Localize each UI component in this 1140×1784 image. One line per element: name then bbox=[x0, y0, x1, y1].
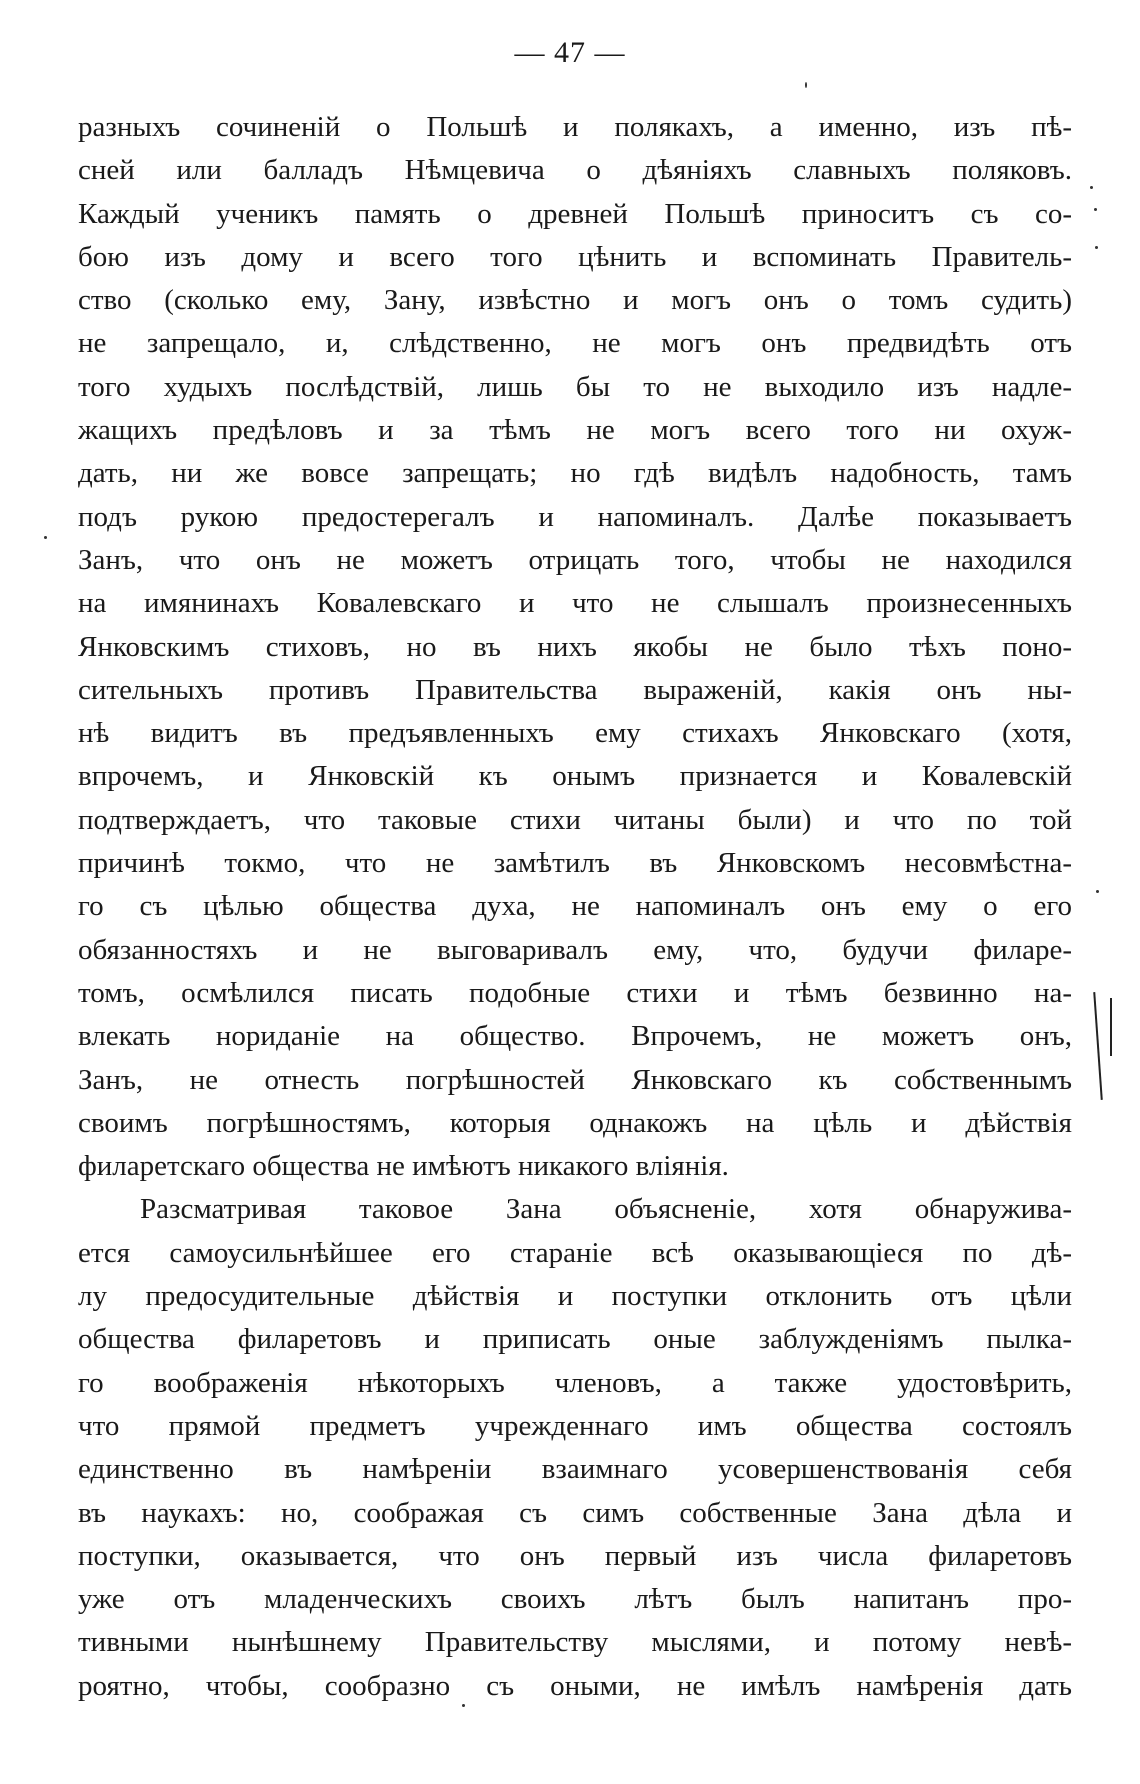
paragraph-2 bbox=[78, 1188, 1072, 1708]
text-line: того худыхъ послѣдствій, лишь бы то не выходило изъ надле- bbox=[78, 370, 1072, 403]
text-line: го съ цѣлью общества духа, не напоминалъ онъ ему о его bbox=[78, 890, 1072, 923]
speck bbox=[44, 536, 47, 539]
text-line: уже отъ младенческихъ своихъ лѣтъ былъ напитанъ про- bbox=[78, 1583, 1072, 1616]
text-line: лу предосудительные дѣйствія и поступки отклонить отъ цѣли bbox=[78, 1280, 1072, 1313]
margin-mark-right bbox=[1110, 998, 1112, 1056]
speck bbox=[1090, 186, 1093, 189]
text-line: ство (сколько ему, Зану, извѣстно и могъ онъ о томъ судить) bbox=[78, 284, 1072, 317]
text-line: обязанностяхъ и не выговаривалъ ему, что, будучи филаре- bbox=[78, 933, 1072, 966]
body-text bbox=[78, 106, 1072, 1708]
page-number: — 47 — bbox=[514, 36, 626, 69]
text-line: роятно, чтобы, сообразно съ оными, не имѣлъ намѣренія дать bbox=[78, 1669, 1072, 1702]
text-line: бою изъ дому и всего того цѣнить и вспоминать Правитель- bbox=[78, 240, 1072, 273]
text-line: Занъ, не отнесть погрѣшностей Янковскаго къ собственнымъ bbox=[78, 1063, 1072, 1096]
text-line: разныхъ сочиненій о Польшѣ и полякахъ, а именно, изъ пѣ- bbox=[78, 111, 1072, 143]
text-line: го воображенія нѣкоторыхъ членовъ, а также удостовѣрить, bbox=[78, 1366, 1072, 1399]
text-line: Занъ, что онъ не можетъ отрицать того, чтобы не находился bbox=[78, 543, 1072, 576]
text-line: въ наукахъ: но, соображая съ симъ собственные Зана дѣла и bbox=[78, 1496, 1072, 1529]
text-line: впрочемъ, и Янковскій къ онымъ признается и Ковалевскій bbox=[78, 760, 1072, 793]
text-line: Каждый ученикъ память о древней Польшѣ приноситъ съ со- bbox=[78, 197, 1072, 230]
margin-mark-left bbox=[1093, 992, 1103, 1100]
text-line: влекать нориданіе на общество. Впрочемъ, не можетъ онъ, bbox=[78, 1020, 1072, 1053]
text-line: на имянинахъ Ковалевскаго и что не слышалъ произнесенныхъ bbox=[78, 587, 1072, 620]
speck bbox=[1095, 246, 1098, 249]
text-line: общества филаретовъ и приписать оные заблужденіямъ пылка- bbox=[78, 1323, 1072, 1356]
speck bbox=[805, 82, 807, 88]
text-line: поступки, оказывается, что онъ первый изъ числа филаретовъ bbox=[78, 1539, 1072, 1572]
text-line: Разсматривая таковое Зана объясненіе, хотя обнаружива- bbox=[140, 1193, 1072, 1226]
text-line: сительныхъ противъ Правительства выраженій, какія онъ ны- bbox=[78, 673, 1072, 706]
text-line: единственно въ намѣреніи взаимнаго усовершенствованія себя bbox=[78, 1453, 1072, 1486]
text-line: Янковскимъ стиховъ, но въ нихъ якобы не было тѣхъ поно- bbox=[78, 630, 1072, 663]
text-line: дать, ни же вовсе запрещать; но гдѣ видѣлъ надобность, тамъ bbox=[78, 457, 1072, 490]
speck bbox=[1094, 208, 1097, 211]
text-line: тивными нынѣшнему Правительству мыслями, и потому невѣ- bbox=[78, 1626, 1072, 1659]
text-line: сней или балладъ Нѣмцевича о дѣяніяхъ славныхъ поляковъ. bbox=[78, 154, 1072, 187]
text-line: своимъ погрѣшностямъ, которыя однакожъ на цѣль и дѣйствія bbox=[78, 1106, 1072, 1139]
text-line: ется самоусильнѣйшее его стараніе всѣ оказывающіеся по дѣ- bbox=[78, 1236, 1072, 1269]
text-line: не запрещало, и, слѣдственно, не могъ онъ предвидѣть отъ bbox=[78, 327, 1072, 360]
speck bbox=[1096, 890, 1099, 893]
text-line: жащихъ предѣловъ и за тѣмъ не могъ всего того ни охуж- bbox=[78, 414, 1072, 447]
text-line: нѣ видитъ въ предъявленныхъ ему стихахъ Янковскаго (хотя, bbox=[78, 717, 1072, 750]
speck bbox=[462, 1704, 465, 1707]
text-line: подтверждаетъ, что таковые стихи читаны были) и что по той bbox=[78, 803, 1072, 836]
text-line: причинѣ токмо, что не замѣтилъ въ Янковскомъ несовмѣстна- bbox=[78, 847, 1072, 880]
text-line: томъ, осмѣлился писать подобные стихи и тѣмъ безвинно на- bbox=[78, 976, 1072, 1009]
text-line: филаретскаго общества не имѣютъ никакого вліянія. bbox=[78, 1150, 729, 1183]
paragraph-1 bbox=[78, 106, 1072, 1188]
text-line: что прямой предметъ учрежденнаго имъ общества состоялъ bbox=[78, 1409, 1072, 1442]
text-line: подъ рукою предостерегалъ и напоминалъ. Далѣе показываетъ bbox=[78, 500, 1072, 533]
